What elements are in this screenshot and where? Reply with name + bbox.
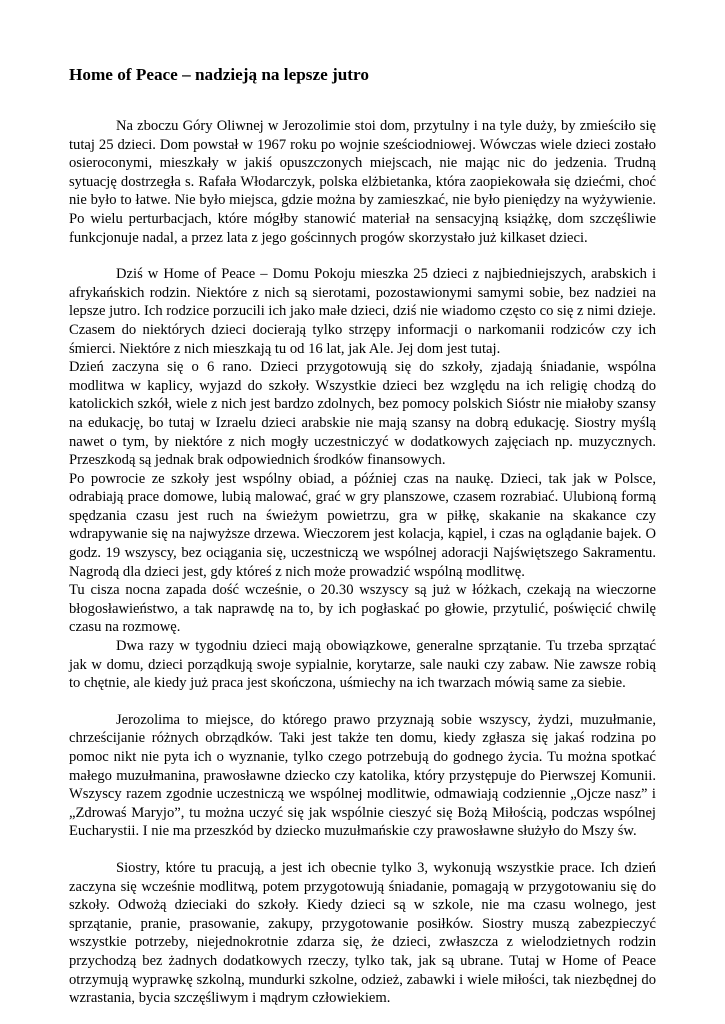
paragraph-afternoon-routine: Po powrocie ze szkoły jest wspólny obiad, a później czas na naukę. Dzieci, tak jak w Polsce, odrabiają prace domowe, lubią malować, grać w gry planszowe, czasem rozrabiać. Ulubioną formą spędzania czasu jest ruch na świeżym powietrzu, gra w piłkę, skakanie na skakance czy wdrapywanie się na najwyższe drzewa. Wieczorem jest kolacja, kąpiel, i czas na oglądanie bajek. O godz. 19 wszyscy, bez ociągania się, uczestniczą we wspólnej adoracji Najświętszego Sakramentu. Nagrodą dla dzieci jest, gdy któreś z nich może prowadzić wspólną modlitwę. xyxy=(69,470,656,580)
paragraph-sisters: Siostry, które tu pracują, a jest ich obecnie tylko 3, wykonują wszystkie prace. Ich dzień zaczyna się wcześnie modlitwą, potem przygotowują śniadanie, pomagają w przygotowaniu się do szkoły. Odwożą dzieciaki do szkoły. Kiedy dzieci są w szkole, nie ma czasu wolnego, jest sprzątanie, pranie, prasowanie, zakupy, przygotowanie posiłków. Siostry muszą zabezpieczyć wszystkie potrzeby, niejednokrotnie zdarza się, że dzieci, zwłaszcza z wielodzietnych rodzin przychodzą bez żadnych dodatkowych rzeczy, tylko tak, jak są ubrane. Tutaj w Home of Peace otrzymują wyprawkę szkolną, mundurki szkolne, odzież, zabawki i wiele miłości, tak niezbędnej do wzrastania, bycia szczęśliwym i mądrym człowiekiem. xyxy=(69,859,656,1007)
paragraph-morning-routine: Dzień zaczyna się o 6 rano. Dzieci przygotowują się do szkoły, zjadają śniadanie, wspólna modlitwa w kaplicy, wyjazd do szkoły. Wszystkie dzieci bez względu na ich religię chodzą do katolickich szkół, wiele z nich jest bardzo zdolnych, bez pomocy polskich Sióstr nie miałoby szansy na edukację, bo tutaj w Izraelu dzieci arabskie nie mają szansy na dobrą edukację. Siostry myślą nawet o tym, by niektóre z nich mogły uczestniczyć w dodatkowych zajęciach np. muzycznych. Przeszkodą są jednak brak odpowiednich środków finansowych. xyxy=(69,359,656,469)
paragraph-jerusalem: Jerozolima to miejsce, do którego prawo przyznają sobie wszyscy, żydzi, muzułmanie, chrześcijanie różnych obrządków. Taki jest także ten domu, kiedy zgłasza się jakaś rodzina po pomoc nikt nie pyta ich o wyznanie, tylko czego potrzebują do godnego życia. Tu można spotkać małego muzułmanina, prawosławne dziecko czy katolika, który przystępuje do Pierwszej Komunii. Wszyscy razem zgodnie uczestniczą we wspólnej modlitwie, odmawiają codziennie „Ojcze nasz” i „Zdrowaś Maryjo”, tu można uczyć się jak wspólnie cieszyć się Bożą Miłością, podczas wspólnej Eucharystii. I nie ma przeszkód by dziecko muzułmańskie czy prawosławne służyło do Mszy św. xyxy=(69,711,656,840)
paragraph-cleaning: Dwa razy w tygodniu dzieci mają obowiązkowe, generalne sprzątanie. Tu trzeba sprzątać jak w domu, dzieci porządkują swoje sypialnie, korytarze, sale nauki czy zabaw. Nie zawsze robią to chętnie, ale kiedy już praca jest skończona, uśmiechy na ich twarzach mówią same za siebie. xyxy=(69,638,656,692)
paragraph-history: Na zboczu Góry Oliwnej w Jerozolimie stoi dom, przytulny i na tyle duży, by zmieściło się tutaj 25 dzieci. Dom powstał w 1967 roku po wojnie sześciodniowej. Wówczas wiele dzieci zostało osieroconymi, mieszkały w jakiś opuszczonych miejscach, nie mając nic do jedzenia. Trudną sytuację dostrzegła s. Rafała Włodarczyk, polska elżbietanka, która zaopiekowała się dziećmi, choć nie było to łatwe. Nie było miejsca, gdzie można by zamieszkać, nie było pieniędzy na wyżywienie. Po wielu perturbacjach, które mógłby stanowić materiał na sensacyjną książkę, dom szczęśliwie funkcjonuje nadal, a przez lata z jego gościnnych progów skorzystało już kilkaset dzieci. xyxy=(69,118,656,246)
document-body xyxy=(69,64,656,1008)
paragraph-night: Tu cisza nocna zapada dość wcześnie, o 20.30 wszyscy są już w łóżkach, czekają na wieczorne błogosławieństwo, a tak naprawdę na to, by ich pogłaskać po głowie, przytulić, poświęcić chwilę czasu na rozmowę. xyxy=(69,582,656,636)
paragraph-children: Dziś w Home of Peace – Domu Pokoju mieszka 25 dzieci z najbiedniejszych, arabskich i afrykańskich rodzin. Niektóre z nich są sierotami, pozostawionymi samymi sobie, bez nadziei na lepsze jutro. Ich rodzice porzucili ich jako małe dzieci, dziś nie wiadomo często co się z nimi dzieje. Czasem do niektórych dzieci docierają tylko strzępy informacji o narkomanii rodziców czy ich śmierci. Niektóre z nich mieszkają tu od 16 lat, jak Ale. Jej dom jest tutaj. xyxy=(69,266,656,357)
document-title: Home of Peace – nadzieją na lepsze jutro xyxy=(69,65,369,84)
